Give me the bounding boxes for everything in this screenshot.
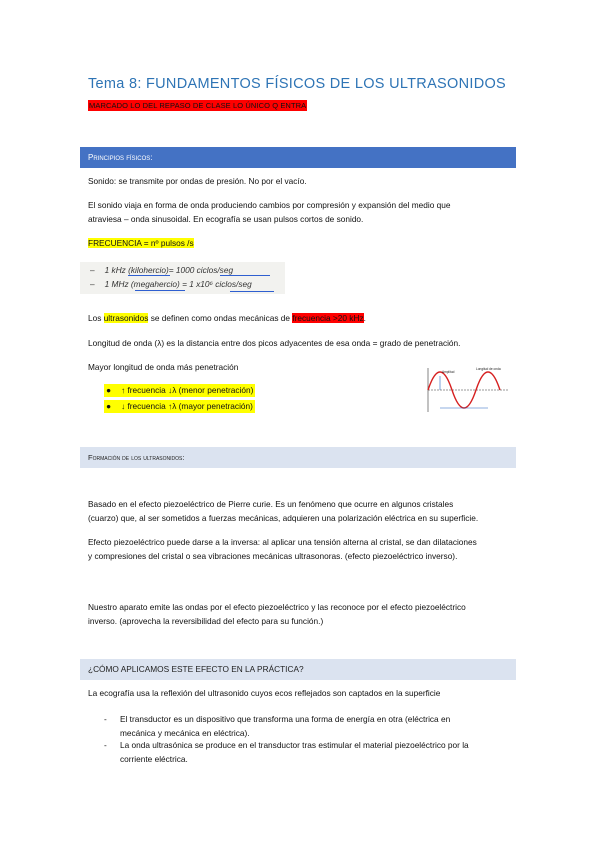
paragraph-device-1: Nuestro aparato emite las ondas por el efecto piezoeléctrico y las reconoce por el efecto piezoeléctrico [88,602,466,612]
wavelength-penetration: Mayor longitud de onda más penetración [88,362,239,372]
paragraph-ecography: La ecografía usa la reflexión del ultrasonido cuyos ecos reflejados son captados en la superficie [88,688,441,698]
bullet-higher-text: ↑ frecuencia ↓λ (menor penetración) [121,385,254,395]
paragraph-device-2: inverso. (aprovecha la reversibilidad del efecto para su función.) [88,616,324,626]
paragraph-wave-1: El sonido viaja en forma de onda produciendo cambios por compresión y expansión del medio que [88,200,451,210]
diagram-label-amplitude: Amplitud [442,370,455,374]
ultrasound-pre: Los [88,313,104,323]
equation-box [80,262,285,294]
paragraph-wave-2: atraviesa – onda sinusoidal. En ecografía se usan pulsos cortos de sonido. [88,214,364,224]
equation-khz-text: 1 kHz (kilohercio)= 1000 ciclos/seg [104,265,234,275]
wavelength-diagram [420,364,512,416]
paragraph-piezo-1: Basado en el efecto piezoeléctrico de Pierre curie. Es un fenómeno que ocurre en algunos cristales [88,499,454,509]
list-item-transducer-line-2: mecánica y mecánica en eléctrica). [120,728,250,738]
equation-mhz: – 1 MHz (megahercio) = 1 x10⁶ ciclos/seg [90,279,252,289]
handwritten-underline-2 [220,275,270,276]
page-title: Tema 8: FUNDAMENTOS FÍSICOS DE LOS ULTRASONIDOS [88,76,507,92]
diagram-label-wavelength: Longitud de onda [476,367,501,371]
handwritten-underline-4 [230,291,274,292]
bullet-lower-text: ↓ frecuencia ↑λ (mayor penetración) [121,401,253,411]
ultrasound-end: . [363,313,366,323]
paragraph-inverse-1: Efecto piezoeléctrico puede darse a la inversa: al aplicar una tensión alterna al cristal, se dan dilataciones [88,537,477,547]
bullet-lower-frequency: ● ↓ frecuencia ↑λ (mayor penetración) [106,401,253,411]
ultrasound-definition [88,311,518,326]
handwritten-underline-1 [128,275,170,276]
list-item-wave-line-1: La onda ultrasónica se produce en el transductor tras estimular el material piezoeléctrico por la [120,740,469,750]
bullet-higher-frequency: ● ↑ frecuencia ↓λ (menor penetración) [106,385,254,395]
equation-mhz-text: 1 MHz (megahercio) = 1 x10⁶ ciclos/seg [104,279,252,289]
section-heading-principles: Principios físicos: [80,147,516,168]
frequency-definition [88,236,194,251]
wavelength-definition: Longitud de onda (λ) es la distancia entre dos picos adyacentes de esa onda = grado de penetración. [88,338,461,348]
frequency-text: FRECUENCIA = nº pulsos /s [88,238,194,248]
handwritten-underline-3 [135,290,185,291]
list-item-wave: - La onda ultrasónica se produce en el transductor tras estimular el material piezoeléctrico por la corriente eléctrica. [104,738,514,766]
paragraph-piezo-2: (cuarzo) que, al ser sometidos a fuerzas mecánicas, adquieren una polarización eléctrica en su superficie. [88,513,479,523]
marked-note: MARCADO LO DEL REPASO DE CLASE LO ÚNICO Q ENTRA [89,101,307,110]
list-item-wave-line-2: corriente eléctrica. [120,754,188,764]
list-item-transducer: - El transductor es un dispositivo que transforma una forma de energía en otra (eléctrica en mecánica y mecánica en eléctrica). [104,712,514,740]
paragraph-inverse-2: y compresiones del cristal o sea vibraciones mecánicas ultrasonoras. (efecto piezoeléctrico inverso). [88,551,458,561]
ultrasound-word: ultrasonidos [103,313,149,323]
section-heading-practice: ¿CÓMO APLICAMOS ESTE EFECTO EN LA PRÁCTICA? [80,659,516,680]
list-item-transducer-line-1: El transductor es un dispositivo que transforma una forma de energía en otra (eléctrica en [120,714,451,724]
equation-khz: – 1 kHz (kilohercio)= 1000 ciclos/seg [90,265,234,275]
paragraph-sound: Sonido: se transmite por ondas de presión. No por el vacío. [88,176,307,186]
ultrasound-mid: se definen como ondas mecánicas de [148,313,293,323]
section-heading-formation: Formación de los ultrasonidos: [80,447,516,468]
ultrasound-frequency: frecuencia >20 kHz [292,313,364,323]
